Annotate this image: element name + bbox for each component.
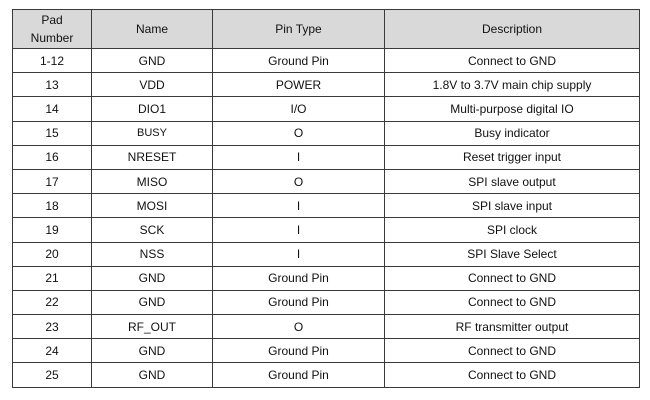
cell-pad: 21	[13, 266, 92, 290]
header-pad-line1: Pad	[41, 13, 63, 27]
cell-pad: 19	[13, 218, 92, 242]
cell-pin-type: Ground Pin	[213, 266, 385, 290]
cell-pad: 17	[13, 169, 92, 193]
cell-name: GND	[92, 339, 213, 363]
cell-pad: 14	[13, 97, 92, 121]
table-row	[13, 290, 640, 314]
cell-pin-type: I	[213, 145, 385, 169]
cell-name: NSS	[92, 242, 213, 266]
cell-pad: 18	[13, 194, 92, 218]
cell-pad: 15	[13, 121, 92, 145]
cell-name: RF_OUT	[92, 315, 213, 339]
header-pad-number	[13, 10, 92, 49]
table-row	[13, 121, 640, 145]
cell-pad: 22	[13, 290, 92, 314]
table-row	[13, 194, 640, 218]
table-row	[13, 169, 640, 193]
cell-name: GND	[92, 266, 213, 290]
cell-name: GND	[92, 290, 213, 314]
header-description: Description	[385, 10, 640, 49]
cell-description: SPI Slave Select	[385, 242, 640, 266]
cell-name: DIO1	[92, 97, 213, 121]
cell-description: Connect to GND	[385, 49, 640, 73]
cell-pad: 25	[13, 363, 92, 387]
cell-pin-type: Ground Pin	[213, 339, 385, 363]
cell-description: SPI slave output	[385, 169, 640, 193]
cell-pin-type: O	[213, 121, 385, 145]
header-name: Name	[92, 10, 213, 49]
cell-description: Connect to GND	[385, 290, 640, 314]
cell-description: Connect to GND	[385, 363, 640, 387]
table-header-row	[13, 10, 640, 49]
cell-description: SPI clock	[385, 218, 640, 242]
pin-description-table	[12, 9, 640, 388]
cell-description: SPI slave input	[385, 194, 640, 218]
cell-pad: 13	[13, 73, 92, 97]
cell-name: SCK	[92, 218, 213, 242]
table-row	[13, 97, 640, 121]
cell-pad: 20	[13, 242, 92, 266]
cell-description: RF transmitter output	[385, 315, 640, 339]
cell-pin-type: I	[213, 218, 385, 242]
cell-pad: 16	[13, 145, 92, 169]
cell-description: 1.8V to 3.7V main chip supply	[385, 73, 640, 97]
cell-name: VDD	[92, 73, 213, 97]
cell-name: GND	[92, 363, 213, 387]
cell-pin-type: POWER	[213, 73, 385, 97]
cell-pin-type: O	[213, 169, 385, 193]
cell-pad: 1-12	[13, 49, 92, 73]
cell-description: Busy indicator	[385, 121, 640, 145]
cell-pin-type: Ground Pin	[213, 49, 385, 73]
cell-pin-type: Ground Pin	[213, 363, 385, 387]
table-row	[13, 363, 640, 387]
cell-description: Connect to GND	[385, 339, 640, 363]
cell-name: BUSY	[92, 121, 213, 145]
header-pin-type: Pin Type	[213, 10, 385, 49]
table-row	[13, 315, 640, 339]
cell-pad: 23	[13, 315, 92, 339]
table-row	[13, 266, 640, 290]
cell-name: NRESET	[92, 145, 213, 169]
header-pad-line2: Number	[30, 31, 74, 45]
cell-description: Multi-purpose digital IO	[385, 97, 640, 121]
cell-pin-type: I	[213, 194, 385, 218]
cell-name: MOSI	[92, 194, 213, 218]
cell-pin-type: I	[213, 242, 385, 266]
cell-pin-type: I/O	[213, 97, 385, 121]
table-row	[13, 339, 640, 363]
table-row	[13, 242, 640, 266]
cell-pin-type: Ground Pin	[213, 290, 385, 314]
table-row	[13, 49, 640, 73]
cell-name: GND	[92, 49, 213, 73]
cell-description: Connect to GND	[385, 266, 640, 290]
cell-pad: 24	[13, 339, 92, 363]
cell-name: MISO	[92, 169, 213, 193]
table-row	[13, 73, 640, 97]
table-row	[13, 145, 640, 169]
table-row	[13, 218, 640, 242]
cell-pin-type: O	[213, 315, 385, 339]
cell-description: Reset trigger input	[385, 145, 640, 169]
